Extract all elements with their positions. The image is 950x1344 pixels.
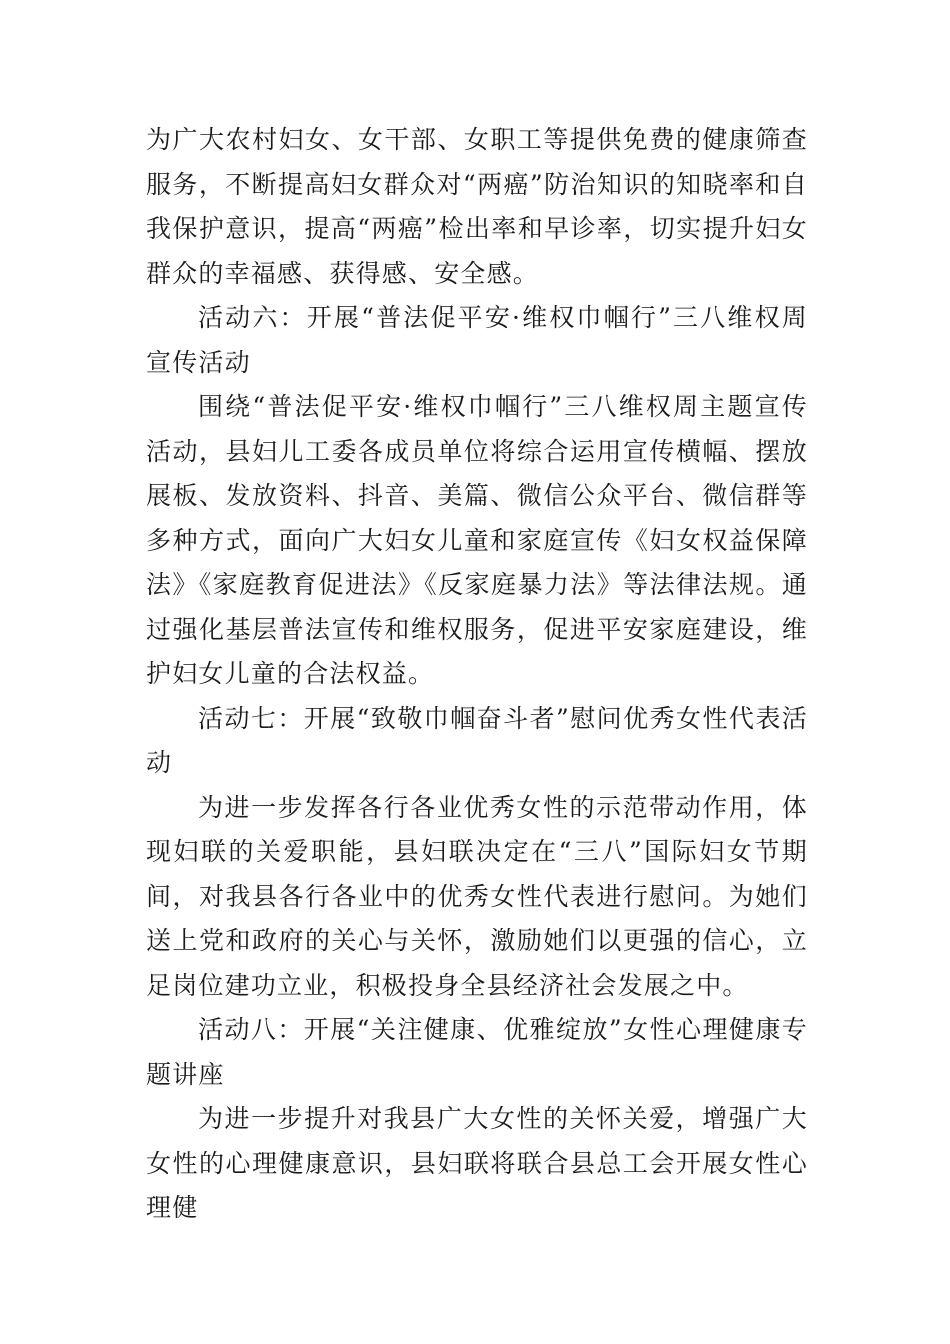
paragraph-rights-week: 围绕“普法促平安·维权巾帼行”三八维权周主题宣传活动，县妇儿工委各成员单位将综合运用宣传横幅、摆放展板、发放资料、抖音、美篇、微信公众平台、微信群等多种方式，面向广大妇女儿童和家庭宣传《妇女权益保障法》《家庭教育促进法》《反家庭暴力法》等法律法规。通过强化基层普法宣传和维权服务，促进平安家庭建设，维护妇女儿童的合法权益。: [146, 392, 808, 688]
activity-eight-heading: 活动八：开展“关注健康、优雅绽放”女性心理健康专题讲座: [146, 1015, 808, 1089]
activity-seven-heading: 活动七：开展“致敬巾帼奋斗者”慰问优秀女性代表活动: [146, 703, 808, 777]
paragraph-mental-health: 为进一步提升对我县广大女性的关怀关爱，增强广大女性的心理健康意识，县妇联将联合县总工会开展女性心理健: [146, 1104, 808, 1222]
paragraph-health-screening: 为广大农村妇女、女干部、女职工等提供免费的健康筛查服务，不断提高妇女群众对“两癌”防治知识的知晓率和自我保护意识，提高“两癌”检出率和早诊率，切实提升妇女群众的幸福感、获得感、安全感。: [146, 125, 808, 288]
document-page: [146, 118, 808, 1231]
activity-six-heading: 活动六：开展“普法促平安·维权巾帼行”三八维权周宣传活动: [146, 303, 808, 377]
paragraph-visit-women: 为进一步发挥各行各业优秀女性的示范带动作用，体现妇联的关爱职能，县妇联决定在“三八”国际妇女节期间，对我县各行各业中的优秀女性代表进行慰问。为她们送上党和政府的关心与关怀，激励她们以更强的信心，立足岗位建功立业，积极投身全县经济社会发展之中。: [146, 792, 808, 1000]
